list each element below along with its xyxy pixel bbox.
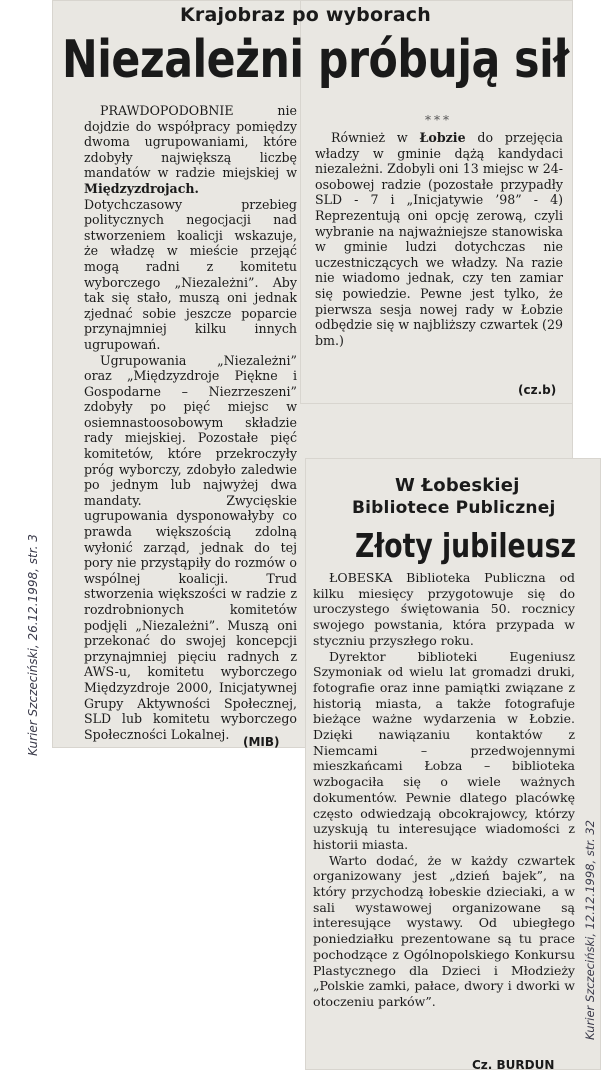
separator-stars: *** [425, 113, 452, 127]
article1-column-2 [315, 130, 563, 348]
handwritten-note-left: Kurier Szczeciński, 26.12.1998, str. 3 [26, 534, 40, 756]
article2-column [313, 570, 575, 1010]
article1-col2-paragraph-1 [315, 130, 563, 348]
article2-headline: Złoty jubileusz [355, 526, 577, 566]
article1-col1-paragraph-1 [84, 103, 297, 353]
place-name: Łobzie [419, 130, 466, 145]
place-name: Międzyzdrojach. [84, 180, 199, 196]
article2-paragraph-2: Dyrektor biblioteki Eugeniusz Szymoniak od wielu lat gromadzi druki, fotografie oraz inne pamiątki związane z historią miasta, a także fotografuje bieżące ważne wydarzenia w Łobzie. Dzięki nawiązaniu kontaktów z Niemcami – przedwojennymi mieszkańcami Łobza – biblioteka wzbogaciła się o wiele ważnych dokumentów. Pewnie dlatego placówkę często odwiedzają obcokrajowcy, którzy uzyskują tu interesujące wiadomości z historii miasta. [313, 648, 575, 852]
article1-kicker: Krajobraz po wyborach [180, 4, 431, 26]
article2-kicker-line-2: Bibliotece Publicznej [352, 498, 556, 518]
article2-paragraph-3: Warto dodać, że w każdy czwartek organizowany jest „dzień bajek”, na który przychodzą łobeskie dzieciaki, a w sali wystawowej organizowane są interesujące wystawy. Od ubiegłego poniedziałku prezentowane są tu prace pochodzące z Ogólnopolskiego Konkursu Plastycznego dla Dzieci i Młodzieży „Polskie zamki, pałace, dwory i dworki w otoczeniu parków”. [313, 852, 575, 1009]
article1-signature-mib: (MIB) [243, 735, 280, 749]
article1-headline: Niezależni próbują sił [62, 30, 569, 91]
text-span: Również w [331, 130, 420, 145]
text-span: PRAWDOPODOBNIE nie dojdzie do współpracy pomiędzy dwoma ugrupowaniami, które zdobyły największą liczbę mandatów w radzie miejskiej w [84, 103, 297, 181]
article1-col1-paragraph-2: Ugrupowania „Niezależni” oraz „Międzyzdroje Piękne i Gospodarne – Niezrzeszeni” zdobyły po pięć miejsc w osiemnastoosobowym składzie rady miejskiej. Pozostałe pięć komitetów, które przekroczyły próg wyborczy, zdobyło zaledwie po jednym lub najwyżej dwa mandaty. Zwycięskie ugrupowania dysponowałyby co prawda większością zdolną wyłonić zarząd, jednak do tej pory nie przystąpiły do rozmów o wspólnej koalicji. Trud stworzenia większości w radzie z rozdrobnionych komitetów podjęli „Niezależni”. Muszą oni przekonać do swojej koncepcji przynajmniej pięciu radnych z AWS-u, komitetu wyborczego Międzyzdroje 2000, Inicjatywnej Grupy Aktywności Społecznej, SLD lub komitetu wyborczego Społeczności Lokalnej. [84, 352, 297, 742]
handwritten-note-right: Kurier Szczeciński, 12.12.1998, str. 32 [583, 820, 597, 1040]
text-span: do przejęcia władzy w gminie dążą kandydaci niezależni. Zdobyli oni 13 miejsc w 24-osobowej radzie (pozostałe przypadły SLD - 7 i „Inicjatywie ’98” - 4) Reprezentują oni opcję zerową, czyli wybranie na najważniejsze stanowiska w gminie ludzi dotychczas nie uczestniczących we władzy. Na razie nie wiadomo jednak, czy ten zamiar się powiedzie. Pewne jest tylko, że pierwsza sesja nowej rady w Łobzie odbędzie się w najbliższy czwartek (29 bm.) [315, 130, 563, 348]
text-span: Dotychczasowy przebieg politycznych negocjacji nad stworzeniem koalicji wskazuje, że władzę w mieście przejąć mogą radni z komitetu wyborczego „Niezależni”. Aby tak się stało, muszą oni jednak zjednać sobie jeszcze poparcie przynajmniej kilku innych ugrupowań. [84, 196, 297, 352]
article1-signature-czb: (cz.b) [518, 383, 557, 397]
article1-column-1 [84, 103, 297, 742]
article2-signature: Cz. BURDUN [472, 1058, 555, 1072]
article2-paragraph-1: ŁOBESKA Biblioteka Publiczna od kilku miesięcy przygotowuje się do uroczystego świętowania 50. rocznicy swojego powstania, która przypada w styczniu przyszłego roku. [313, 570, 575, 648]
article2-kicker-line-1: W Łobeskiej [395, 475, 520, 496]
